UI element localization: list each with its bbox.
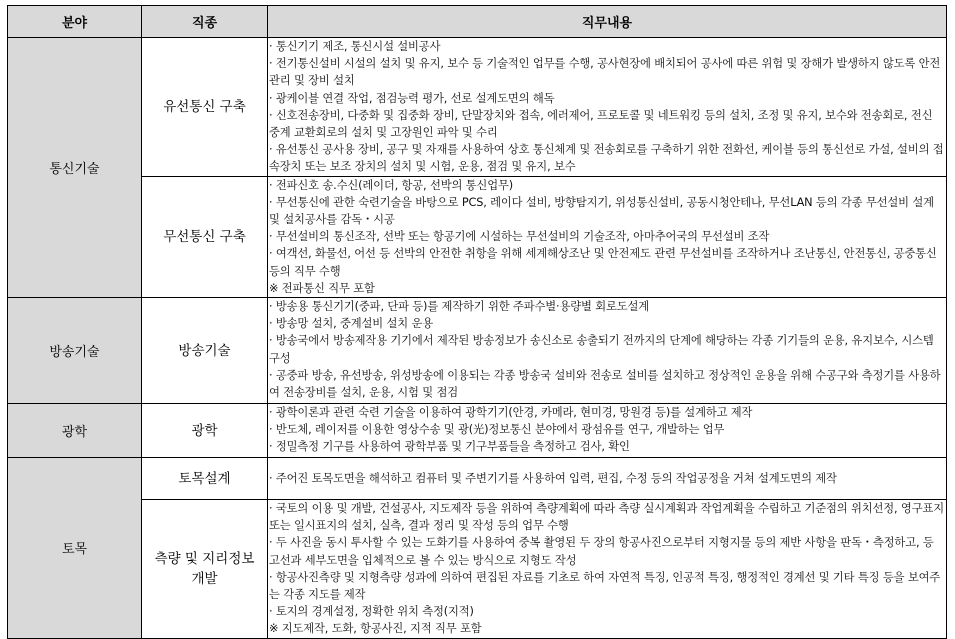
duty-item: · 유선통신 공사용 장비, 공구 및 자재를 사용하여 상호 통신체계 및 전송회로를 구축하기 위한 전화선, 케이블 등의 통신선로 가설, 설비의 접속장치 또는 보조 장치의 설치 및 시험, 운용, 점검 및 유지, 보수 bbox=[269, 143, 944, 174]
duty-item: · 무선통신에 관한 숙련기술을 바탕으로 PCS, 레이다 설비, 방향탐지기, 위성통신설비, 공동시청안테나, 무선LAN 등의 각종 무선설비 설계 및 설치공사를 감독・시공 bbox=[269, 195, 934, 227]
duty-item: · 정밀측정 기구를 사용하여 광학부품 및 기구부품들을 측정하고 검사, 확인 bbox=[269, 440, 630, 454]
duty-item: · 반도체, 레이저를 이용한 영상수송 및 광(光)정보통신 분야에서 광섬유를 연구, 개발하는 업무 bbox=[269, 423, 725, 437]
duty-item: · 국토의 이용 및 개발, 건설공사, 지도제작 등을 위하여 측량계획에 따라 측량 실시계획과 작업계획을 수립하고 기준점의 위치선정, 영구표지 또는 일시표지의 설치, 실측, 결과 정리 및 작성 등의 업무 수행 bbox=[269, 502, 944, 533]
duty-item: · 토지의 경계설정, 정확한 위치 측정(지적) bbox=[269, 605, 474, 619]
table-row bbox=[8, 298, 947, 404]
field-cell: 방송기술 bbox=[8, 298, 142, 404]
duties-cell bbox=[268, 404, 947, 458]
duties-cell bbox=[268, 458, 947, 500]
header-row bbox=[8, 6, 947, 38]
duty-item: · 무선설비의 통신조작, 선박 또는 항공기에 시설하는 무선설비의 기술조작, 아마추어국의 무선설비 조작 bbox=[269, 230, 770, 244]
job-cell: 토목설계 bbox=[142, 458, 268, 500]
duty-item: · 여객선, 화물선, 어선 등 선박의 안전한 취항을 위해 세계해상조난 및 안전제도 관련 무선설비를 조작하거나 조난통신, 안전통신, 공중통신 등의 직무 수행 bbox=[269, 247, 937, 278]
duty-item: · 두 사진을 동시 투사할 수 있는 도화기를 사용하여 중복 촬영된 두 장의 항공사진으로부터 지형지물 등의 제반 사항을 판독・측정하고, 등고선과 세부도면을 입체적으로 볼 수 있는 방식으로 지형도 작성 bbox=[269, 536, 934, 567]
duty-item: · 방송국에서 방송제작용 기기에서 제작된 방송정보가 송신소로 송출되기 전까지의 단계에 해당하는 각종 기기들의 운용, 유지보수, 시스템구성 bbox=[269, 334, 934, 365]
duty-item: ※ 지도제작, 도화, 항공사진, 지적 직무 포함 bbox=[269, 622, 482, 636]
job-cell: 광학 bbox=[142, 404, 268, 458]
duty-item: · 광학이론과 관련 숙련 기술을 이용하여 광학기기(안경, 카메라, 현미경, 망원경 등)를 설계하고 제작 bbox=[269, 406, 753, 420]
job-duties-table bbox=[7, 5, 947, 639]
table-row bbox=[8, 38, 947, 177]
job-cell: 유선통신 구축 bbox=[142, 38, 268, 177]
duty-item: · 전기통신설비 시설의 설치 및 유지, 보수 등 기술적인 업무를 수행, 공사현장에 배치되어 공사에 따른 위험 및 장해가 발생하지 않도록 안전관리 및 장비 설치 bbox=[269, 57, 941, 88]
header-field: 분야 bbox=[8, 6, 142, 38]
header-duties: 직무내용 bbox=[268, 6, 947, 38]
field-cell: 통신기술 bbox=[8, 38, 142, 298]
header-job: 직종 bbox=[142, 6, 268, 38]
duties-cell bbox=[268, 176, 947, 297]
duty-item: ※ 전파통신 직무 포함 bbox=[269, 281, 375, 295]
table-row bbox=[8, 176, 947, 297]
duty-item: · 항공사진측량 및 지형측량 성과에 의하여 편집된 자료를 기초로 하여 자연적 특징, 인공적 특징, 행정적인 경계선 및 기타 특징 등을 보여주는 각종 지도를 제작 bbox=[269, 570, 941, 602]
field-cell: 광학 bbox=[8, 404, 142, 458]
table-row bbox=[8, 500, 947, 639]
duties-cell bbox=[268, 38, 947, 177]
job-cell: 측량 및 지리정보 개발 bbox=[142, 500, 268, 639]
duties-cell bbox=[268, 500, 947, 639]
duty-item: · 광케이블 연결 작업, 점검능력 평가, 선로 설계도면의 해독 bbox=[269, 91, 555, 105]
field-cell: 토목 bbox=[8, 458, 142, 639]
duties-cell bbox=[268, 298, 947, 404]
table-row bbox=[8, 404, 947, 458]
duty-item: · 방송용 통신기기(중파, 단파 등)를 제작하기 위한 주파수별·용량별 회로도설계 bbox=[269, 300, 650, 314]
duty-item: · 공중파 방송, 유선방송, 위성방송에 이용되는 각종 방송국 설비와 전송로 설비를 설치하고 정상적인 운용을 위해 수공구와 측정기를 사용하여 전송장비를 설치, 운용, 시험 및 점검 bbox=[269, 368, 941, 400]
duty-item: · 신호전송장비, 다중화 및 집중화 장비, 단말장치와 접속, 에러제어, 프로토콜 및 네트워킹 등의 설치, 조정 및 유지, 보수와 전송회로, 전신 중계 교환회로의 설치 및 고장원인 파악 및 수리 bbox=[269, 108, 933, 140]
job-cell: 방송기술 bbox=[142, 298, 268, 404]
duty-item: · 전파신호 송.수신(레이더, 항공, 선박의 통신업무) bbox=[269, 178, 513, 192]
job-cell: 무선통신 구축 bbox=[142, 176, 268, 297]
duty-item: · 방송망 설치, 중계설비 설치 운용 bbox=[269, 317, 434, 331]
table-row bbox=[8, 458, 947, 500]
duty-item: · 주어진 토목도면을 해석하고 컴퓨터 및 주변기기를 사용하여 입력, 편집, 수정 등의 작업공정을 거쳐 설계도면의 제작 bbox=[269, 471, 837, 485]
duty-item: · 통신기기 제조, 통신시설 설비공사 bbox=[269, 40, 441, 53]
